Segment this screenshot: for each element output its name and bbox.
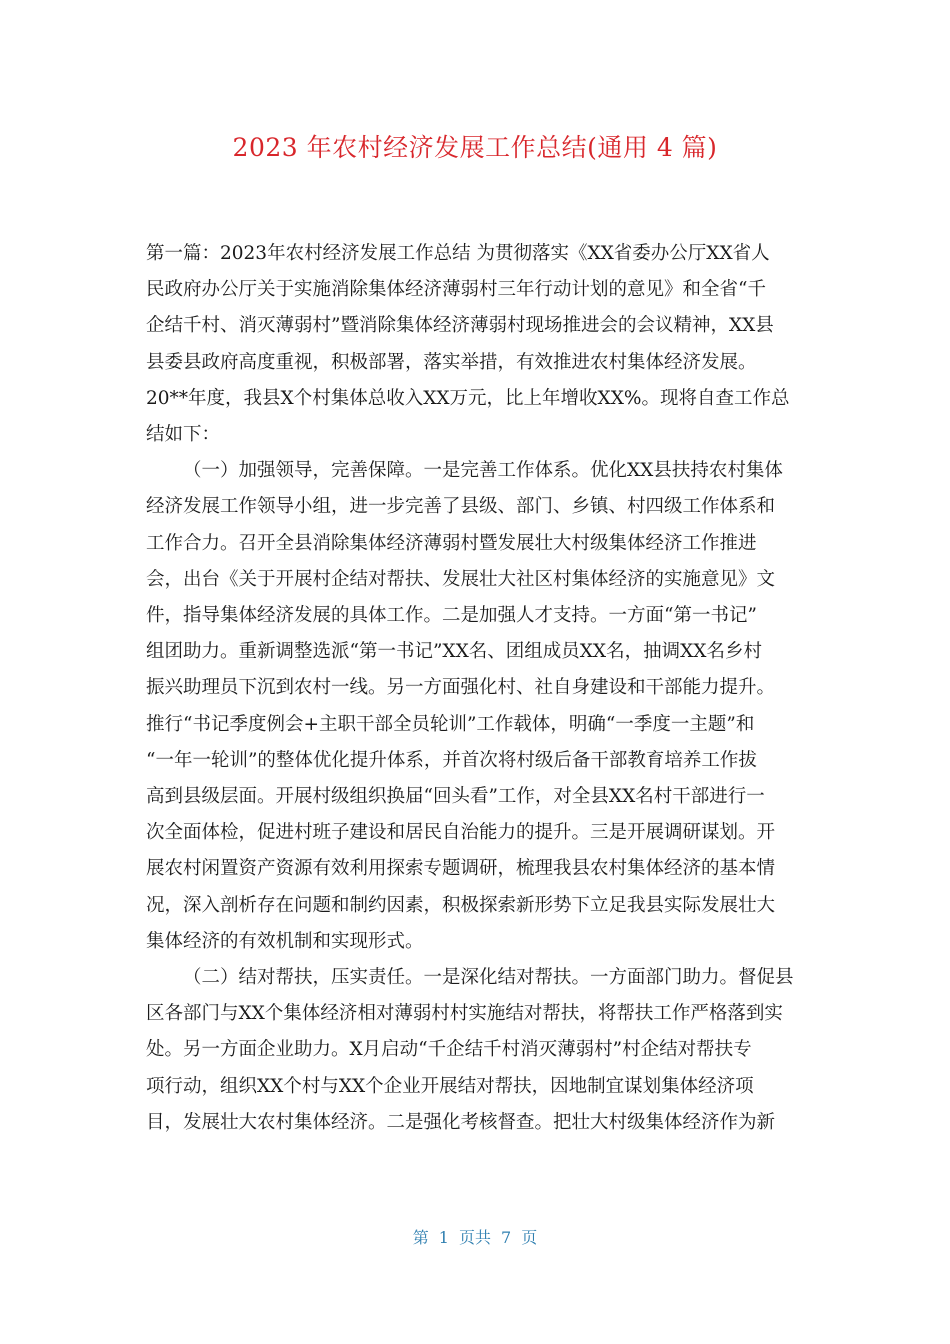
text-line: 振兴助理员下沉到农村一线。另一方面强化村、社自身建设和干部能力提升。: [146, 677, 776, 699]
text-line: 高到县级层面。开展村级组织换届“回头看”工作，对全县XX名村干部进行一: [146, 786, 765, 808]
text-line: 组团助力。重新调整选派“第一书记”XX名、团组成员XX名，抽调XX名乡村: [146, 641, 762, 663]
footer-prefix: 第: [412, 1228, 429, 1247]
text-line: （一）加强领导，完善保障。一是完善工作体系。优化XX县扶持农村集体: [183, 460, 783, 482]
text-line: 件，指导集体经济发展的具体工作。二是加强人才支持。一方面“第一书记”: [146, 605, 757, 627]
document-title: 2023 年农村经济发展工作总结(通用 4 篇): [232, 133, 718, 162]
text-line: 第一篇：2023年农村经济发展工作总结 为贯彻落实《XX省委办公厅XX省人: [146, 243, 770, 264]
text-line: 结如下：: [146, 424, 221, 446]
text-line: 展农村闲置资产资源有效利用探索专题调研，梳理我县农村集体经济的基本情: [146, 858, 776, 880]
text-line: 处。另一方面企业助力。X月启动“千企结千村消灭薄弱村”村企结对帮扶专: [146, 1039, 752, 1061]
text-line: 况，深入剖析存在问题和制约因素，积极探索新形势下立足我县实际发展壮大: [146, 894, 776, 916]
text-line: 工作合力。召开全县消除集体经济薄弱村暨发展壮大村级集体经济工作推进: [146, 532, 757, 554]
page-footer: [0, 1226, 950, 1250]
text-line: 区各部门与XX个集体经济相对薄弱村村实施结对帮扶，将帮扶工作严格落到实: [146, 1003, 783, 1025]
text-line: 企结千村、消灭薄弱村”暨消除集体经济薄弱村现场推进会的会议精神，XX县: [146, 315, 774, 337]
text-line: 会，出台《关于开展村企结对帮扶、发展壮大社区村集体经济的实施意见》文: [146, 568, 776, 590]
text-line: 推行“书记季度例会+主职干部全员轮训”工作载体，明确“一季度一主题”和: [146, 713, 755, 735]
text-line: 民政府办公厅关于实施消除集体经济薄弱村三年行动计划的意见》和全省“千: [146, 279, 766, 301]
text-line: 集体经济的有效机制和实现形式。: [146, 930, 424, 952]
footer-suffix: 页: [521, 1228, 538, 1247]
footer-page-number: 1: [438, 1228, 449, 1247]
text-line: 项行动，组织XX个村与XX个企业开展结对帮扶，因地制宜谋划集体经济项: [146, 1075, 754, 1097]
text-line: 20**年度，我县X个村集体总收入XX万元，比上年增收XX%。现将自查工作总: [146, 387, 790, 409]
text-line: 县委县政府高度重视，积极部署，落实举措，有效推进农村集体经济发展。: [146, 351, 757, 373]
document-body: [146, 236, 810, 1141]
footer-total-pages: 7: [501, 1228, 512, 1247]
text-line: 次全面体检，促进村班子建设和居民自治能力的提升。三是开展调研谋划。开: [146, 822, 776, 844]
text-line: 经济发展工作领导小组，进一步完善了县级、部门、乡镇、村四级工作体系和: [146, 496, 776, 518]
text-line: 目，发展壮大农村集体经济。二是强化考核督查。把壮大村级集体经济作为新: [146, 1111, 776, 1133]
text-line: “一年一轮训”的整体优化提升体系，并首次将村级后备干部教育培养工作拔: [146, 749, 757, 771]
text-line: （二）结对帮扶，压实责任。一是深化结对帮扶。一方面部门助力。督促县: [183, 967, 794, 989]
footer-middle: 页共: [458, 1228, 491, 1247]
